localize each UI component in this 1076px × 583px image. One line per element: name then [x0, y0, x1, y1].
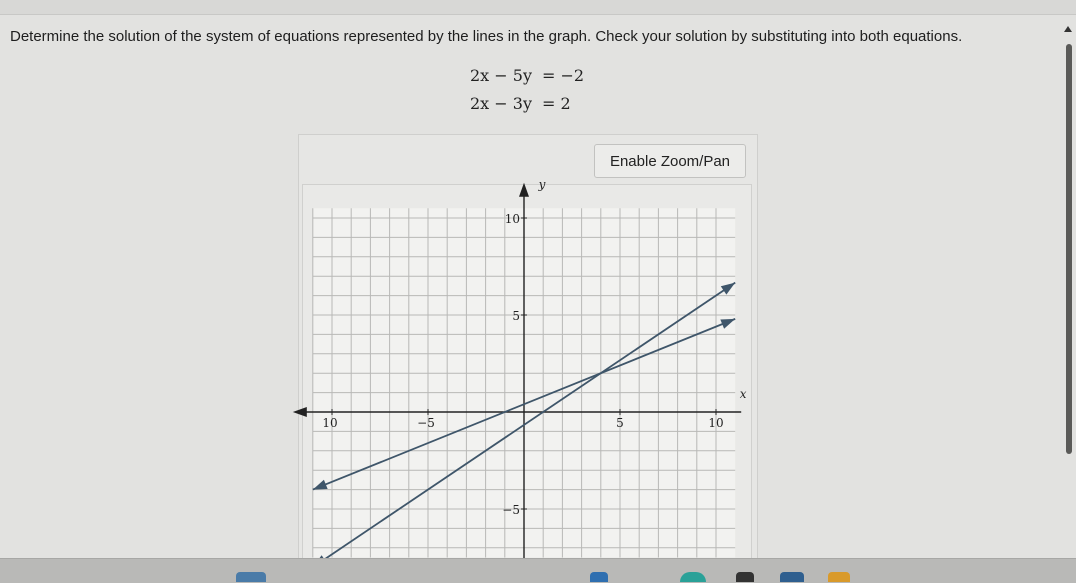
taskbar-app-icon[interactable]: [828, 572, 850, 582]
scroll-up-icon[interactable]: [1064, 26, 1072, 32]
y-axis-arrow-up-icon: [519, 183, 529, 197]
x-tick-label: 10: [322, 416, 338, 430]
scrollbar-thumb[interactable]: [1066, 44, 1072, 454]
taskbar-app-icon[interactable]: [680, 572, 706, 582]
x-tick-label: 10: [708, 416, 724, 430]
question-text: Determine the solution of the system of equations represented by the lines in the graph. Check your solution by substituting into both equations.: [10, 28, 963, 45]
enable-zoom-pan-button[interactable]: Enable Zoom/Pan: [594, 144, 746, 178]
y-axis-label: y: [538, 177, 546, 192]
y-tick-label: 5: [512, 309, 520, 323]
equation-1-lhs: 2x − 5y: [470, 66, 532, 85]
y-tick-label: −5: [502, 503, 520, 517]
taskbar-app-icon[interactable]: [236, 572, 266, 582]
equation-1-rhs: = −2: [542, 66, 585, 85]
taskbar: [0, 558, 1076, 583]
x-tick-label: 5: [616, 416, 624, 430]
equation-2-rhs: = 2: [542, 94, 571, 113]
taskbar-app-icon[interactable]: [736, 572, 754, 582]
x-tick-label: −5: [417, 416, 435, 430]
taskbar-app-icon[interactable]: [780, 572, 804, 582]
x-axis-label: x: [739, 387, 747, 401]
x-axis-arrow-left-icon: [293, 407, 307, 417]
equation-2-lhs: 2x − 3y: [470, 94, 532, 113]
taskbar-app-icon[interactable]: [590, 572, 608, 582]
y-tick-label: 10: [504, 212, 520, 226]
